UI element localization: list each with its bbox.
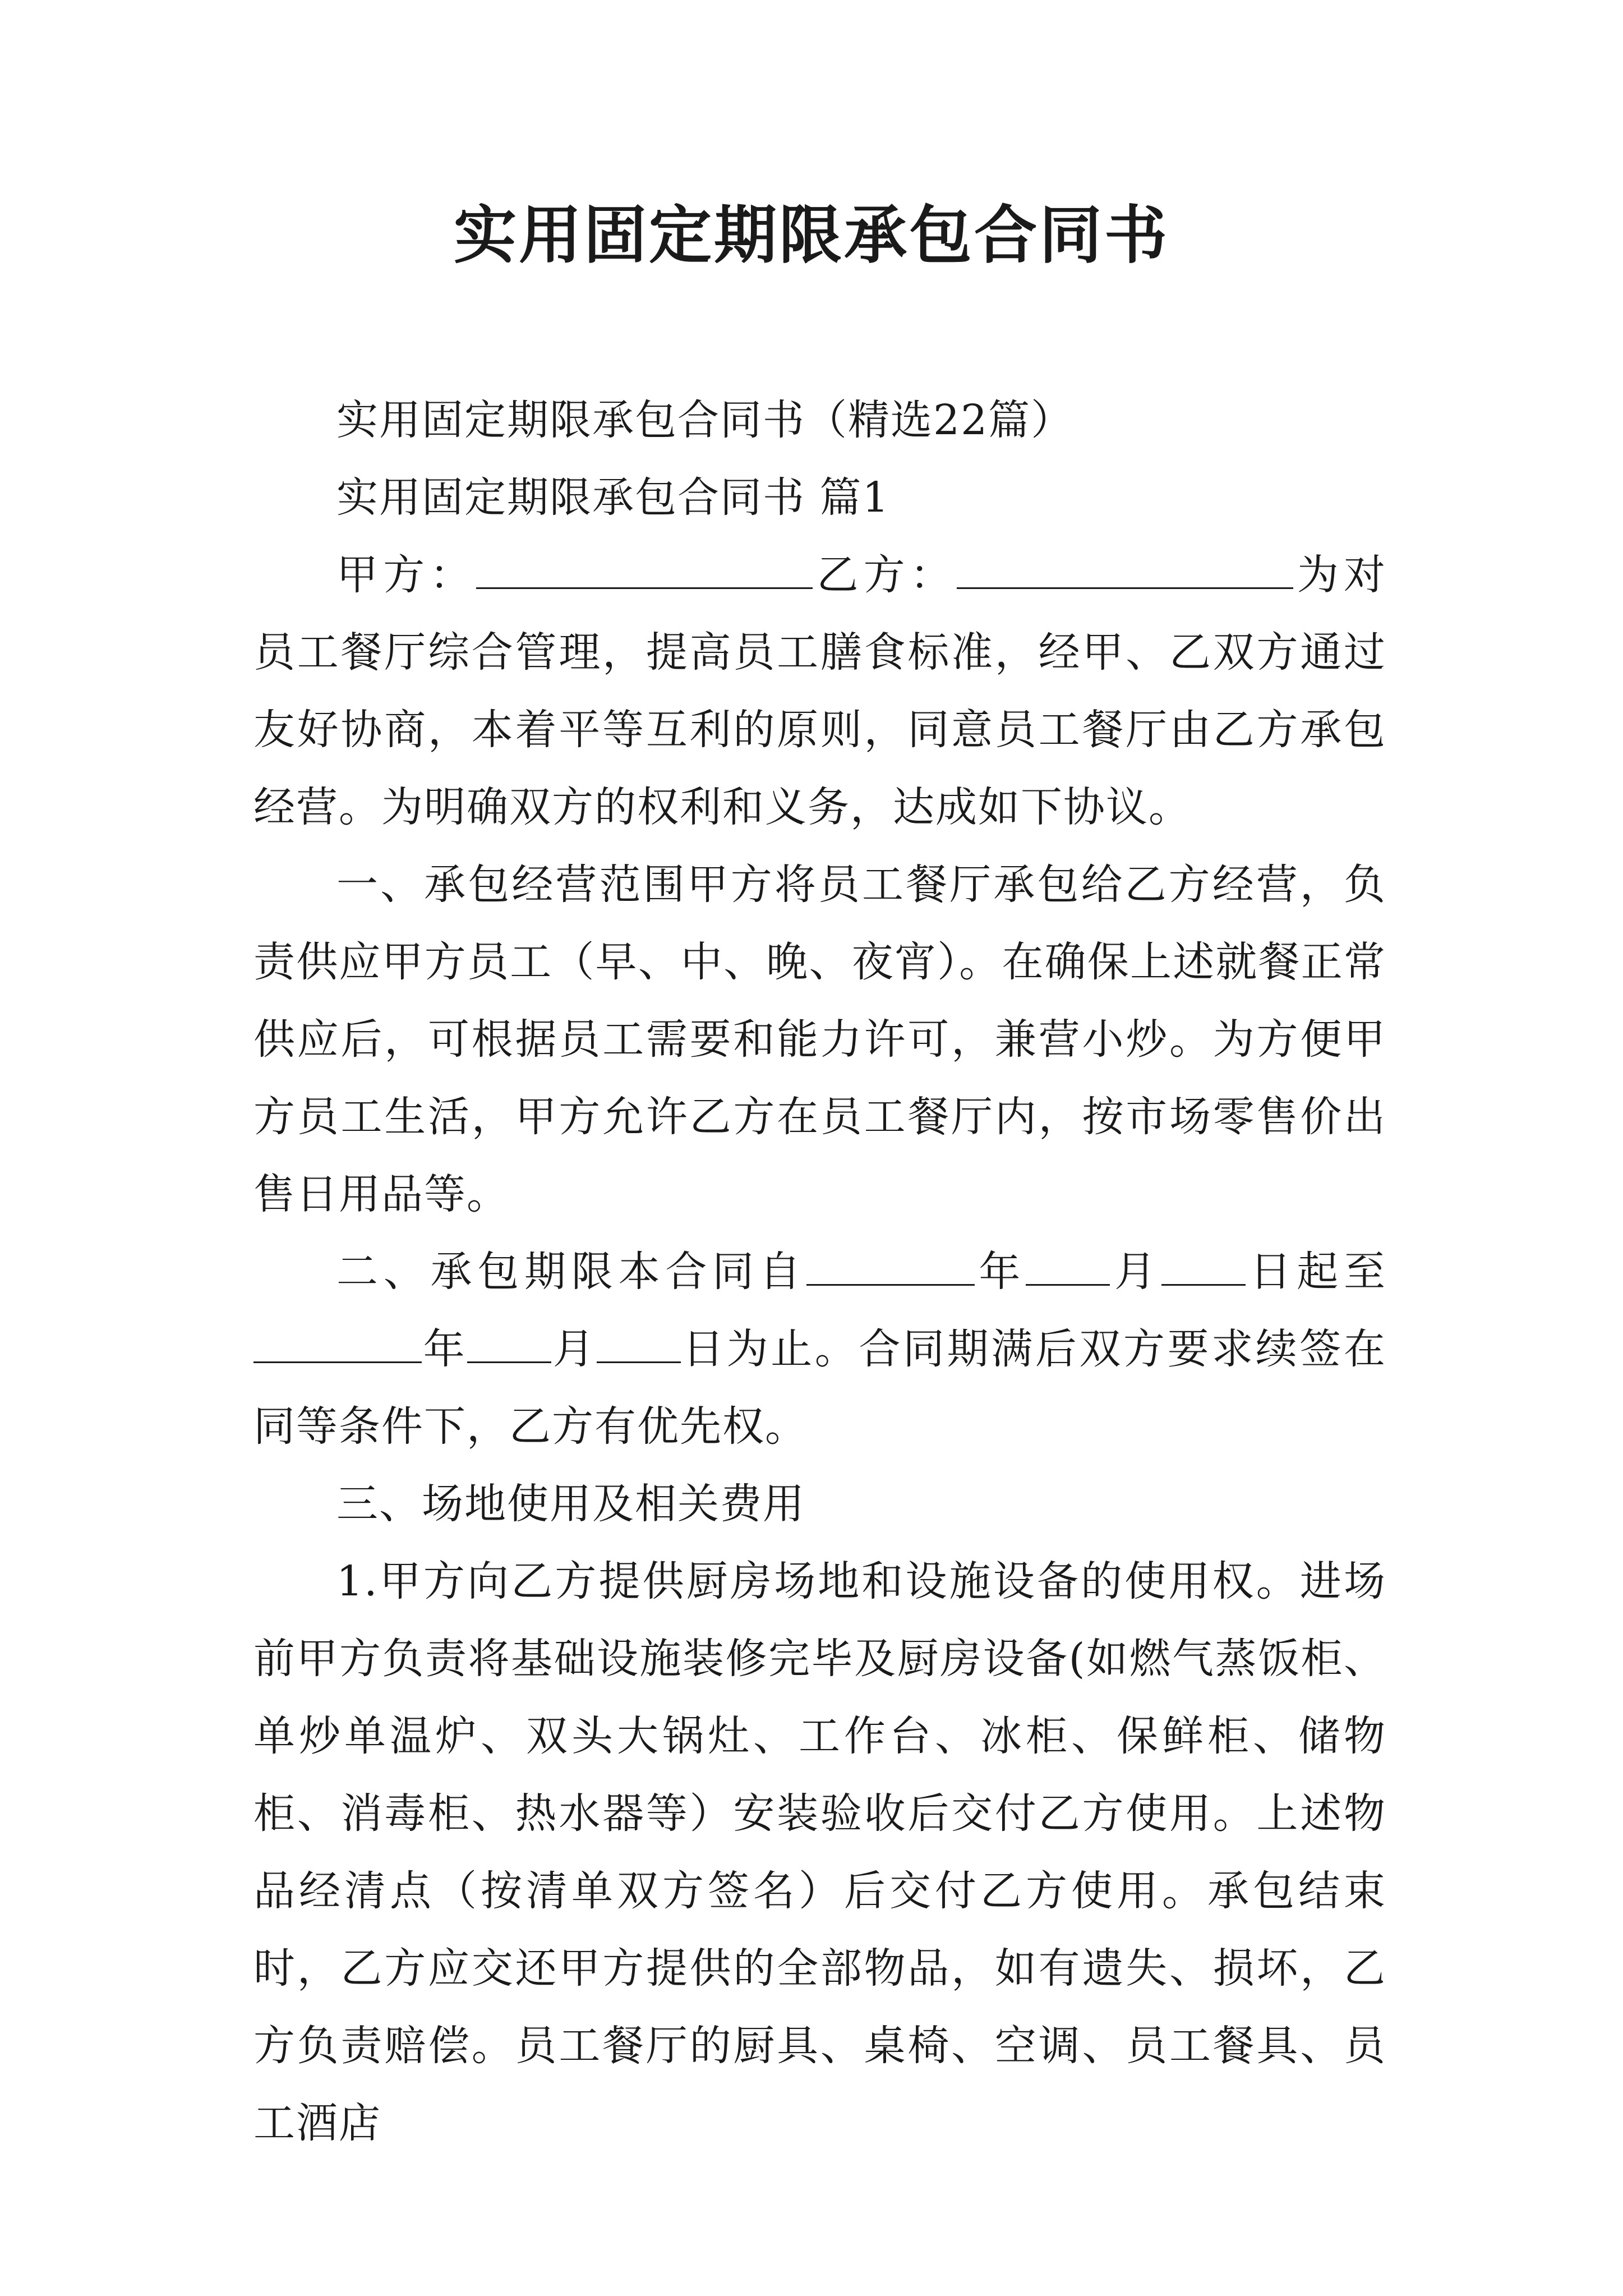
end-month-label: 月 [551,1325,597,1373]
party-paragraph [253,536,1386,846]
document-subtitle: 实用固定期限承包合同书（精选22篇） [336,396,1074,444]
document-title: 实用固定期限承包合同书 [454,199,1169,272]
clause-1: 一、承包经营范围甲方将员工餐厅承包给乙方经营，负责供应甲方员工（早、中、晚、夜宵）。在确保上述就餐正常供应后，可根据员工需要和能力许可，兼营小炒。为方便甲方员工生活，甲方允许乙方在员工餐厅内，按市场零售价出售日用品等。 [253,861,1386,1218]
clause-2-tail: 日为止。合同期满后双方要求续签在同等条件下，乙方有优先权。 [253,1325,1387,1451]
start-month-blank [1026,1250,1110,1286]
clause-3-1: 1.甲方向乙方提供厨房场地和设施设备的使用权。进场前甲方负责将基础设施装修完毕及厨房设备(如燃气蒸饭柜、单炒单温炉、双头大锅灶、工作台、冰柜、保鲜柜、储物柜、消毒柜、热水器等）安装验收后交付乙方使用。上述物品经清点（按清单双方签名）后交付乙方使用。承包结束时，乙方应交还甲方提供的全部物品，如有遗失、损坏，乙方负责赔偿。员工餐厅的厨具、桌椅、空调、员工餐具、员工酒店 [253,1557,1386,2147]
clause-3-heading: 三、场地使用及相关费用 [336,1480,805,1528]
start-year-label: 年 [974,1248,1026,1296]
start-day-label: 日起至 [1245,1248,1387,1296]
end-day-blank [597,1328,681,1363]
party-paragraph-text: 为对员工餐厅综合管理，提高员工膳食标准，经甲、乙双方通过友好协商，本着平等互利的原则，同意员工餐厅由乙方承包经营。为明确双方的权利和义务，达成如下协议。 [253,551,1387,831]
section-heading: 实用固定期限承包合同书 篇1 [336,473,890,522]
end-month-blank [467,1328,551,1363]
party-a-label: 甲方： [336,551,477,599]
start-year-blank [806,1250,975,1286]
party-b-blank [957,554,1293,589]
party-a-blank [476,554,813,589]
clause-2-lead: 二、承包期限本合同自 [336,1248,806,1296]
start-month-label: 月 [1110,1248,1161,1296]
end-year-label: 年 [422,1325,468,1373]
clause-2 [253,1233,1386,1465]
end-year-blank [253,1328,422,1363]
party-b-label: 乙方： [813,551,957,599]
start-day-blank [1161,1250,1246,1286]
document-body [253,381,1386,2162]
